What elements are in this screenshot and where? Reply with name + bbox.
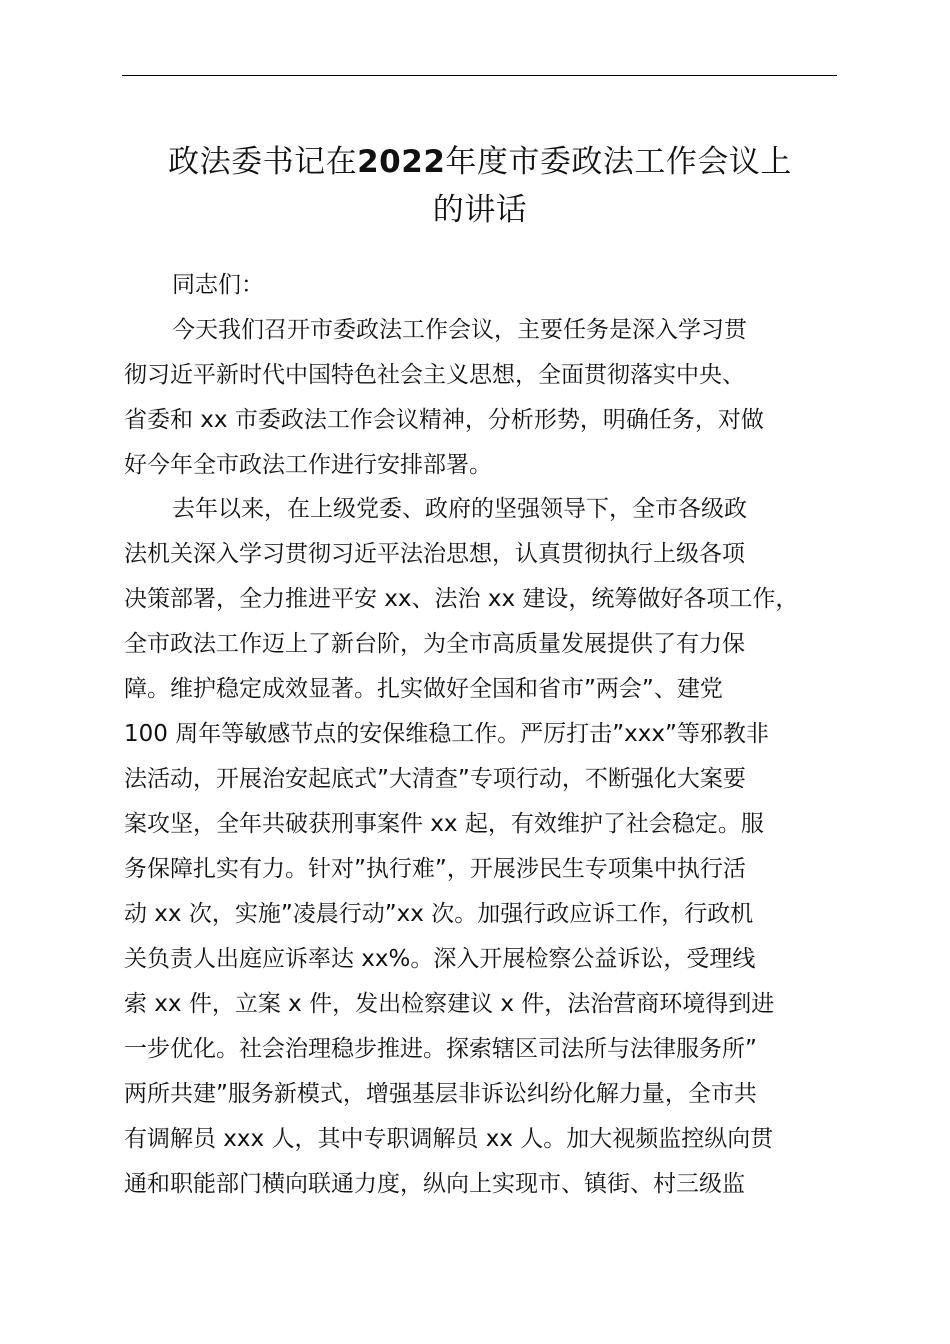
paragraph-line: 去年以来，在上级党委、政府的坚强领导下，全市各级政 bbox=[172, 496, 747, 522]
title-suffix: 年度市委政法工作会议上 bbox=[445, 144, 792, 180]
paragraph-line: 索 xx 件，立案 x 件，发出检察建议 x 件，法治营商环境得到进 bbox=[124, 991, 775, 1017]
document-title bbox=[100, 138, 860, 234]
title-line-1 bbox=[100, 138, 860, 186]
paragraph-line: 好今年全市政法工作进行安排部署。 bbox=[124, 452, 492, 478]
paragraph-line: 今天我们召开市委政法工作会议，主要任务是深入学习贯 bbox=[172, 317, 747, 343]
paragraph-line: 全市政法工作迈上了新台阶，为全市高质量发展提供了有力保 bbox=[124, 631, 745, 657]
paragraph-line: 动 xx 次，实施”凌晨行动”xx 次。加强行政应诉工作，行政机 bbox=[124, 901, 754, 927]
paragraph-line: 务保障扎实有力。针对”执行难”，开展涉民生专项集中执行活 bbox=[124, 856, 746, 882]
title-line-2: 的讲话 bbox=[432, 192, 528, 228]
paragraph-line: 法活动，开展治安起底式”大清查”专项行动，不断强化大案要 bbox=[124, 766, 746, 792]
paragraph-line: 两所共建”服务新模式，增强基层非诉讼纠纷化解力量，全市共 bbox=[124, 1081, 757, 1107]
paragraph-line: 有调解员 xxx 人，其中专职调解员 xx 人。加大视频监控纵向贯 bbox=[124, 1126, 774, 1152]
greeting: 同志们： bbox=[172, 272, 264, 298]
paragraph-line: 省委和 xx 市委政法工作会议精神，分析形势，明确任务，对做 bbox=[124, 407, 764, 433]
paragraph-line: 一步优化。社会治理稳步推进。探索辖区司法所与法律服务所” bbox=[124, 1036, 757, 1062]
paragraph-line: 障。维护稳定成效显著。扎实做好全国和省市”两会”、建党 bbox=[124, 676, 723, 702]
paragraph-line: 决策部署，全力推进平安 xx、法治 xx 建设，统筹做好各项工作， bbox=[124, 586, 799, 612]
paragraph-line: 通和职能部门横向联通力度，纵向上实现市、镇街、村三级监 bbox=[124, 1171, 745, 1197]
title-prefix: 政法委书记在 bbox=[168, 144, 358, 180]
title-year: 2022 bbox=[357, 144, 446, 180]
paragraph-review bbox=[124, 487, 798, 1207]
paragraph-opening bbox=[124, 308, 764, 488]
paragraph-line: 100 周年等敏感节点的安保维稳工作。严厉打击”xxx”等邪教非 bbox=[124, 721, 769, 747]
paragraph-line: 彻习近平新时代中国特色社会主义思想，全面贯彻落实中央、 bbox=[124, 362, 745, 388]
paragraph-line: 案攻坚，全年共破获刑事案件 xx 起，有效维护了社会稳定。服 bbox=[124, 811, 764, 837]
header-rule bbox=[122, 75, 837, 76]
paragraph-line: 关负责人出庭应诉率达 xx%。深入开展检察公益诉讼，受理线 bbox=[124, 946, 756, 972]
paragraph-line: 法机关深入学习贯彻习近平法治思想，认真贯彻执行上级各项 bbox=[124, 541, 745, 567]
